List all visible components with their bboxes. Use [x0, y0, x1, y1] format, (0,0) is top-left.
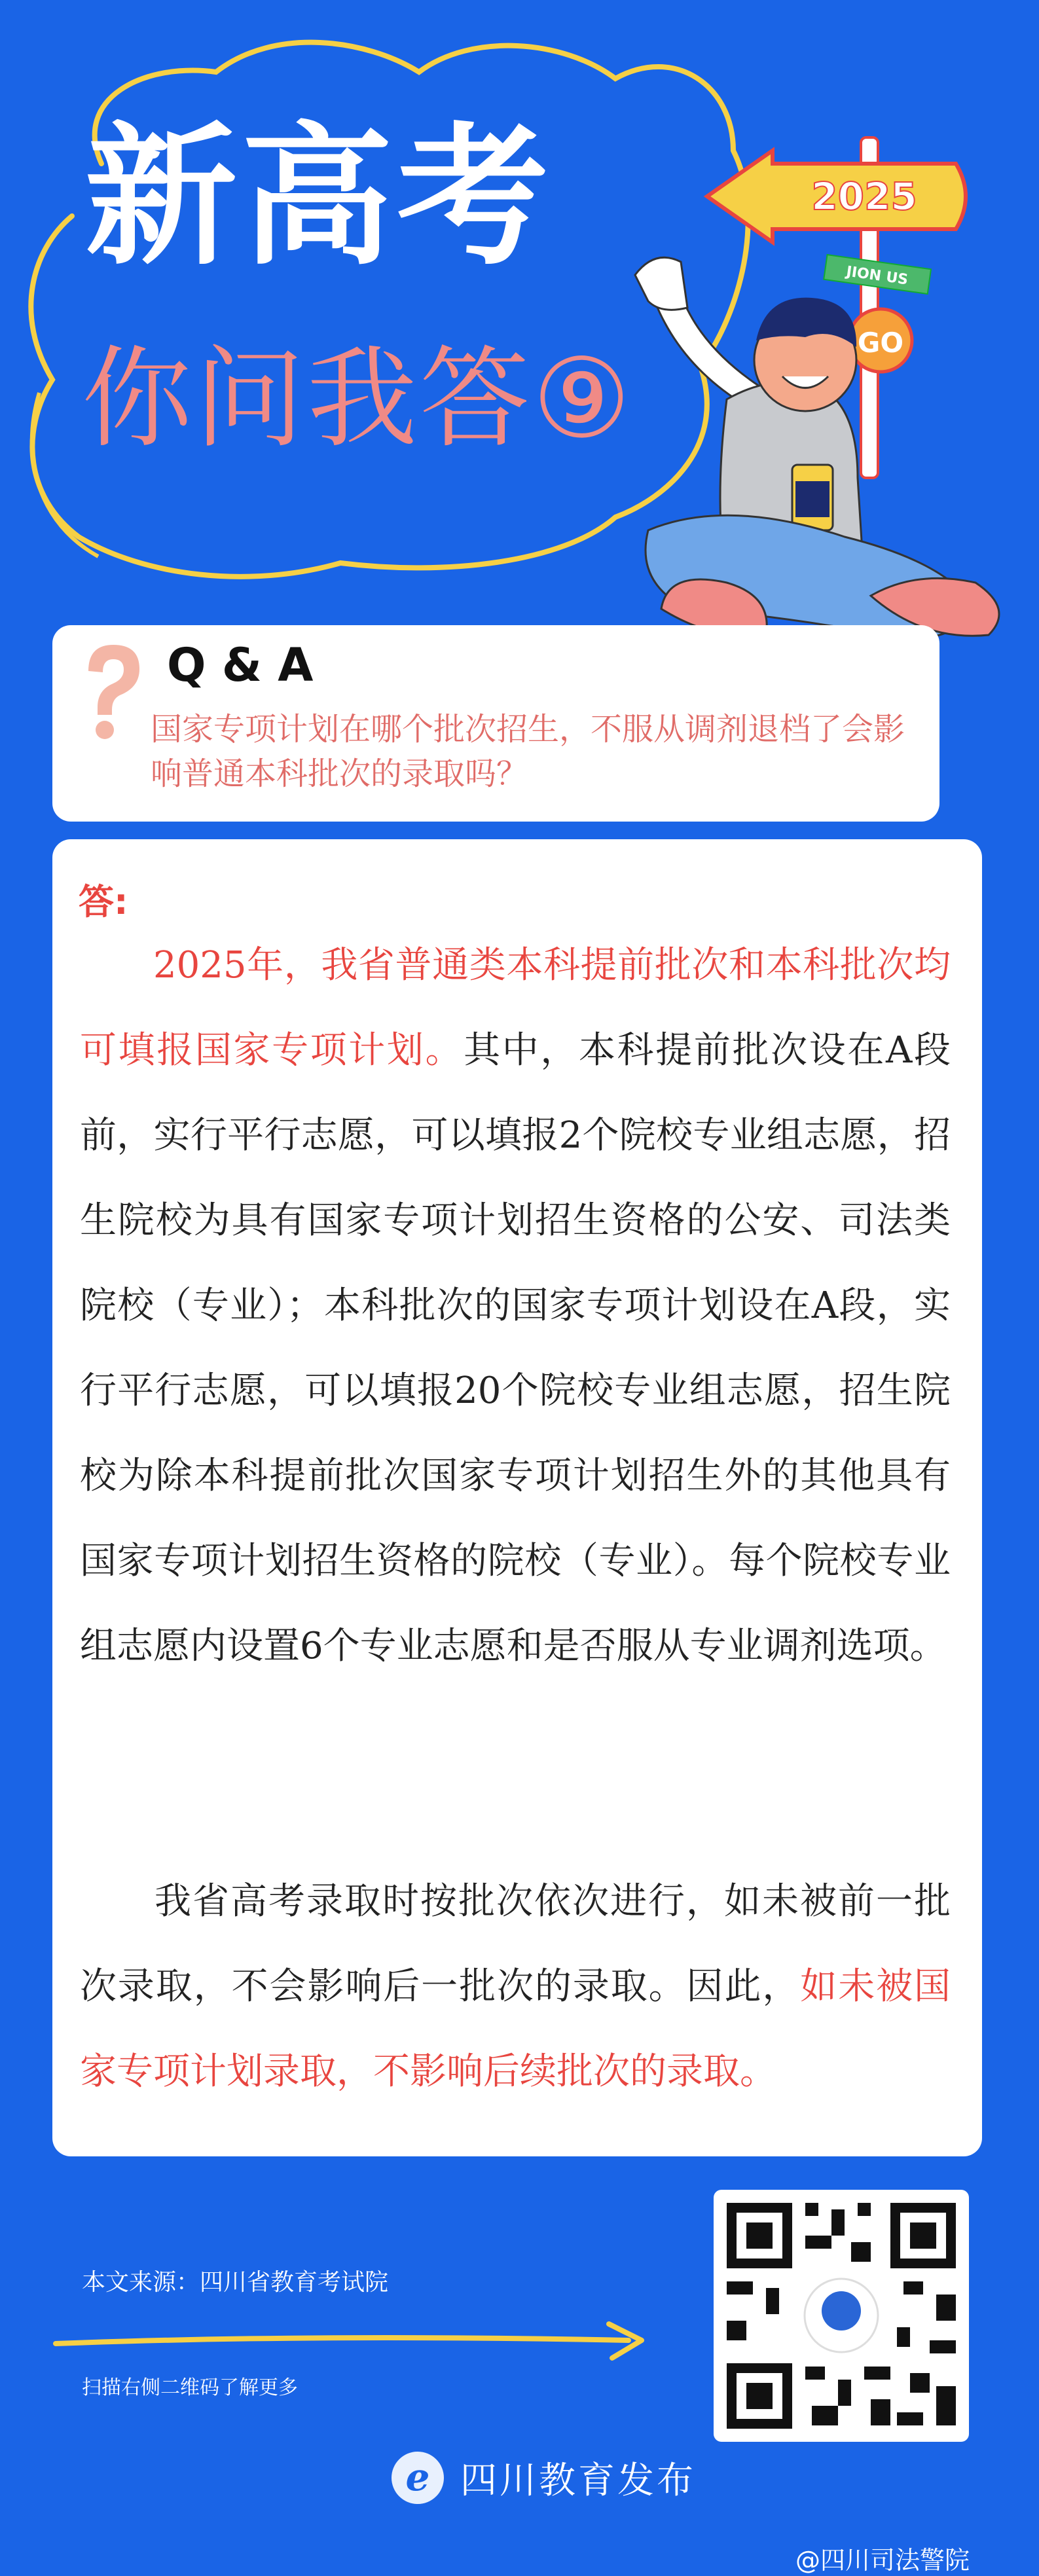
answer-p1-highlight: 2025年，我省普通类本科提前批次和本科批次均可填报国家专项计划。: [80, 944, 951, 1072]
question-text: 国家专项计划在哪个批次招生，不服从调剂退档了会影响普通本科批次的录取吗？: [151, 711, 905, 792]
answer-label: 答:: [79, 881, 128, 922]
brand-name: 四川教育发布: [460, 2459, 696, 2502]
brand: [390, 2448, 696, 2507]
qa-label: Q & A: [167, 638, 314, 692]
answer-p2-highlight: 如未被国家专项计划录取，不影响后续批次的录取。: [80, 1965, 951, 2093]
qr-code[interactable]: [714, 2190, 969, 2442]
qr-code-graphic: [714, 2190, 969, 2442]
answer-p2-plain: 我省高考录取时按批次依次进行，如未被前一批次录取，不会影响后一批次的录取。因此，: [80, 1880, 951, 2008]
badge-go-text: GO: [857, 327, 904, 359]
sign-year-text: 2025: [811, 174, 917, 219]
brand-logo-letter: e: [405, 2455, 430, 2499]
brand-logo-icon: [390, 2450, 446, 2506]
arrow-icon: [52, 2317, 655, 2363]
answer-p1-rest: 其中，本科提前批次设在A段前，实行平行志愿，可以填报2个院校专业组志愿，招生院校为具有国家专项计划招生资格的公安、司法类院校（专业）；本科批次的国家专项计划设在A段，实行平行志愿，可以填报20个院校专业组志愿，招生院校为除本科提前批次国家专项计划招生外的其他具有国家专项计划招生资格的院校（专业）。每个院校专业组志愿内设置6个专业志愿和是否服从专业调剂选项。: [80, 1029, 951, 1667]
source-text: 本文来源：四川省教育考试院: [82, 2269, 389, 2296]
scan-hint-text: 扫描右侧二维码了解更多: [82, 2376, 298, 2399]
watermark: @四川司法警院: [795, 2546, 970, 2575]
sign-small-text: JION US: [845, 263, 909, 289]
question-mark-icon: [75, 642, 147, 740]
answer-paragraph-1: [80, 923, 951, 1689]
poster-subtitle: 你问我答⑨: [82, 335, 634, 463]
answer-paragraph-2: [80, 1859, 951, 2114]
poster-title: 新高考: [85, 109, 553, 285]
